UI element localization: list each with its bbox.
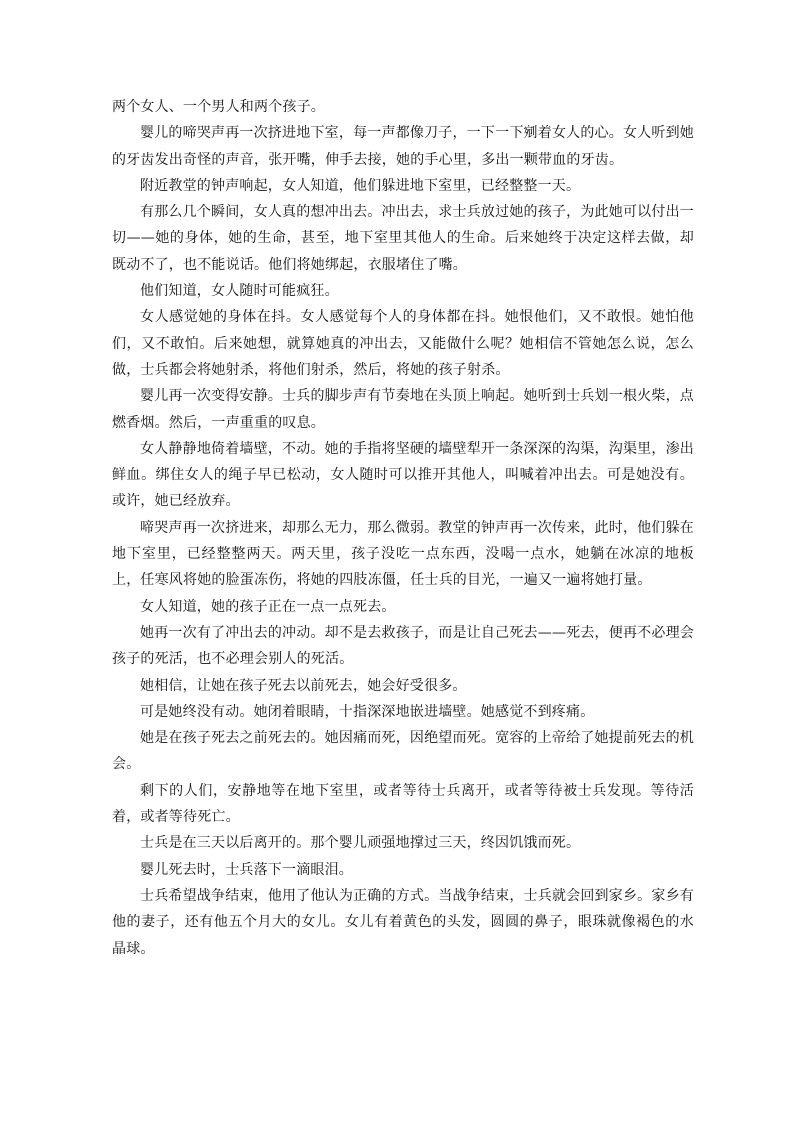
- paragraph: 附近教堂的钟声响起，女人知道，他们躲进地下室里，已经整整一天。: [140, 177, 581, 194]
- paragraph: 女人知道，她的孩子正在一点一点死去。: [140, 598, 396, 615]
- paragraph: 她相信，让她在孩子死去以前死去，她会好受很多。: [140, 677, 467, 694]
- paragraph: 两个女人、一个男人和两个孩子。: [112, 99, 325, 115]
- paragraph: 婴儿再一次变得安静。士兵的脚步声有节奏地在头顶上响起。她听到士兵划一根火柴，点燃香烟。然后，一声重重的叹息。: [112, 388, 694, 431]
- paragraph: 啼哭声再一次挤进来，却那么无力，那么微弱。教堂的钟声再一次传来，此时，他们躲在地下室里，已经整整两天。两天里，孩子没吃一点东西，没喝一点水，她躺在冰凉的地板上，任寒风将她的脸蛋冻伤，将她的四肢冻僵，任士兵的目光，一遍又一遍将她打量。: [112, 519, 694, 589]
- paragraph: 可是她终没有动。她闭着眼睛，十指深深地嵌进墙壁。她感觉不到疼痛。: [140, 703, 595, 720]
- paragraph: 士兵希望战争结束，他用了他认为正确的方式。当战争结束，士兵就会回到家乡。家乡有他的妻子，还有他五个月大的女儿。女儿有着黄色的头发，圆圆的鼻子，眼珠就像褐色的水晶球。: [112, 887, 694, 957]
- paragraph: 有那么几个瞬间，女人真的想冲出去。冲出去，求士兵放过她的孩子，为此她可以付出一切——她的身体，她的生命，甚至，地下室里其他人的生命。后来她终于决定这样去做，却既动不了，也不能说话。他们将她绑起，衣服堵住了嘴。: [112, 204, 694, 273]
- paragraph: 剩下的人们，安静地等在地下室里，或者等待士兵离开，或者等待被士兵发现。等待活着，或者等待死亡。: [112, 782, 694, 826]
- paragraph: 女人静静地倚着墙壁，不动。她的手指将坚硬的墙壁犁开一条深深的沟渠，沟渠里，渗出鲜血。绑住女人的绳子早已松动，女人随时可以推开其他人，叫喊着冲出去。可是她没有。或许，她已经放弃。: [112, 440, 694, 510]
- paragraph: 女人感觉她的身体在抖。女人感觉每个人的身体都在抖。她恨他们，又不敢恨。她怕他们，又不敢怕。后来她想，就算她真的冲出去，又能做什么呢？她相信不管她怎么说，怎么做，士兵都会将她射杀，将他们射杀，然后，将她的孩子射杀。: [112, 309, 694, 378]
- paragraph: 他们知道，女人随时可能疯狂。: [140, 283, 339, 300]
- body-text: [112, 94, 694, 962]
- paragraph: 婴儿死去时，士兵落下一滴眼泪。: [140, 861, 353, 878]
- paragraph: 士兵是在三天以后离开的。那个婴儿顽强地撑过三天，终因饥饿而死。: [140, 835, 581, 852]
- paragraph: 她再一次有了冲出去的冲动。却不是去救孩子，而是让自己死去——死去，便再不必理会孩子的死活，也不必理会别人的死活。: [112, 624, 694, 668]
- paragraph: 她是在孩子死去之前死去的。她因痛而死，因绝望而死。宽容的上帝给了她提前死去的机会。: [112, 730, 694, 773]
- paragraph: 婴儿的啼哭声再一次挤进地下室，每一声都像刀子，一下一下剜着女人的心。女人听到她的牙齿发出奇怪的声音，张开嘴，伸手去接，她的手心里，多出一颗带血的牙齿。: [112, 125, 694, 168]
